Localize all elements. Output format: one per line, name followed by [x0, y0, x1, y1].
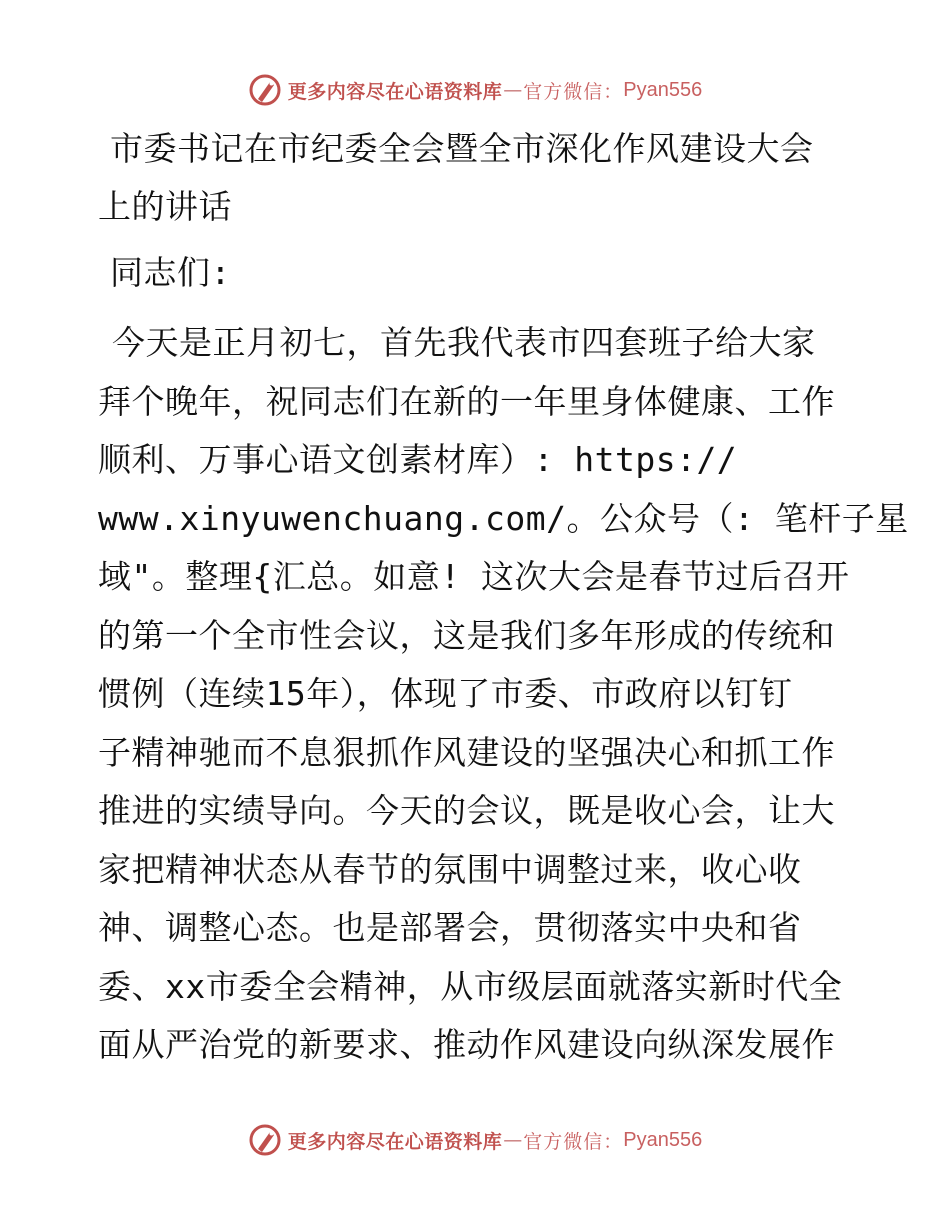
- title-line-1: 市委书记在市纪委全会暨全市深化作风建设大会: [110, 129, 814, 168]
- watermark-header: [0, 70, 950, 110]
- watermark-separator: —: [503, 79, 523, 101]
- pen-nib-logo-icon: [248, 73, 282, 107]
- document-title: [98, 120, 858, 236]
- body-line: 今天是正月初七，首先我代表市四套班子给大家: [112, 323, 816, 362]
- watermark-wechat-id: Pyan556: [623, 78, 703, 101]
- body-line: 惯例（连续15年），体现了市委、市政府以钉钉: [98, 674, 793, 713]
- watermark-brand: 更多内容尽在心语资料库: [287, 80, 503, 103]
- body-line: 委、xx市委全会精神，从市级层面就落实新时代全: [98, 966, 843, 1006]
- body-line: 的第一个全市性会议，这是我们多年形成的传统和: [98, 615, 835, 655]
- body-line: 顺利、万事心语文创素材库）: https://: [98, 440, 738, 479]
- watermark-footer: [0, 1120, 950, 1160]
- body-line: 家把精神状态从春节的氛围中调整过来，收心收: [98, 849, 802, 889]
- salutation: 同志们:: [110, 253, 231, 292]
- watermark-wechat-id: Pyan556: [623, 1128, 703, 1151]
- watermark-official-label: 官方微信：: [523, 80, 624, 103]
- body-line: 推进的实绩导向。今天的会议，既是收心会，让大: [98, 791, 835, 830]
- pen-nib-logo-icon: [248, 1123, 282, 1157]
- body-paragraph: [98, 314, 909, 1075]
- title-line-2: 上的讲话: [98, 187, 232, 226]
- body-line: 子精神驰而不息狠抓作风建设的坚强决心和抓工作: [98, 732, 835, 772]
- body-line: 拜个晚年，祝同志们在新的一年里身体健康、工作: [98, 381, 835, 421]
- watermark-official-label: 官方微信：: [523, 1130, 624, 1153]
- body-line: 神、调整心态。也是部署会，贯彻落实中央和省: [98, 908, 802, 947]
- body-line: www.xinyuwenchuang.com/。公众号（: 笔杆子星: [98, 498, 909, 538]
- document-content: [98, 120, 909, 1075]
- body-line: 域"。整理{汇总。如意! 这次大会是春节过后召开: [98, 557, 850, 596]
- watermark-separator: —: [503, 1129, 523, 1151]
- body-line: 面从严治党的新要求、推动作风建设向纵深发展作: [98, 1025, 835, 1064]
- watermark-brand: 更多内容尽在心语资料库: [287, 1130, 503, 1153]
